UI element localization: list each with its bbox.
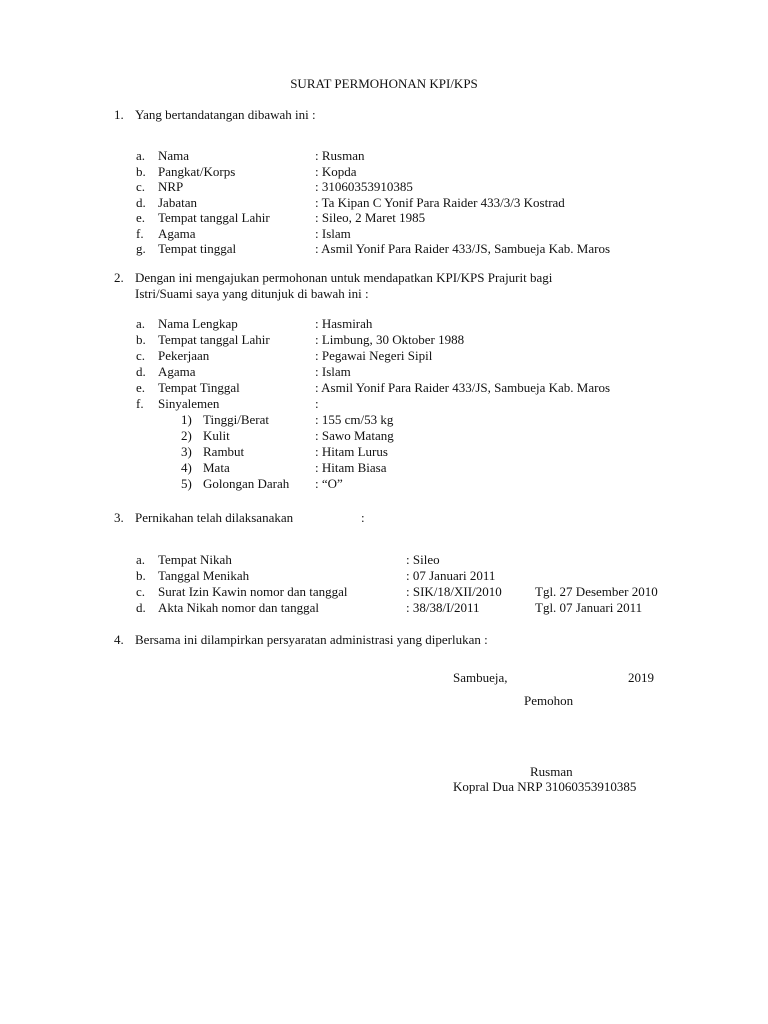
item-value: : <box>315 396 319 411</box>
item-value: : 07 Januari 2011 <box>406 568 496 583</box>
signer-name: Rusman <box>530 764 573 779</box>
item-label: Agama <box>158 364 196 379</box>
item-label: Pangkat/Korps <box>158 163 236 179</box>
item-date: Tgl. 27 Desember 2010 <box>535 584 658 599</box>
item-letter: a. <box>136 316 146 331</box>
item-letter: a. <box>136 552 146 567</box>
sub-item-value: : “O” <box>315 476 343 491</box>
sub-item-number: 1) <box>181 412 192 427</box>
section-number: 4. <box>114 632 124 647</box>
section-heading-cont: Istri/Suami saya yang ditunjuk di bawah ini : <box>135 286 369 301</box>
closing-year: 2019 <box>628 670 654 685</box>
sub-item-label: Tinggi/Berat <box>203 412 269 427</box>
item-label: Tempat tinggal <box>158 241 237 256</box>
item-letter: f. <box>136 225 144 241</box>
item-value: : Asmil Yonif Para Raider 433/JS, Sambueja Kab. Maros <box>315 380 611 395</box>
sub-item-number: 3) <box>181 444 192 459</box>
sub-item-number: 5) <box>181 476 192 491</box>
item-letter: a. <box>136 148 146 163</box>
item-value: : Islam <box>315 364 351 379</box>
item-label: Tanggal Menikah <box>158 568 250 583</box>
sub-item-label: Kulit <box>203 428 230 443</box>
item-label: Pekerjaan <box>158 348 210 363</box>
section-number: 1. <box>114 107 124 122</box>
item-value: : Islam <box>315 225 351 241</box>
item-letter: b. <box>136 568 146 583</box>
item-value: : 38/38/I/2011 <box>406 600 480 615</box>
sub-item-label: Golongan Darah <box>203 476 290 491</box>
item-letter: c. <box>136 179 146 194</box>
item-label: Nama Lengkap <box>158 316 238 331</box>
item-letter: d. <box>136 194 146 210</box>
item-letter: d. <box>136 600 146 615</box>
item-value: : Sileo, 2 Maret 1985 <box>315 210 426 225</box>
item-letter: e. <box>136 210 146 225</box>
sub-item-value: : Hitam Lurus <box>315 444 388 459</box>
item-label: Tempat Nikah <box>158 552 232 567</box>
item-value: : Ta Kipan C Yonif Para Raider 433/3/3 Kostrad <box>315 194 565 210</box>
section-number: 2. <box>114 270 124 285</box>
item-letter: c. <box>136 584 146 599</box>
sub-item-value: : Sawo Matang <box>315 428 394 443</box>
page-title: SURAT PERMOHONAN KPI/KPS <box>290 76 478 91</box>
signer-rank-nrp: Kopral Dua NRP 31060353910385 <box>453 779 637 794</box>
item-letter: c. <box>136 348 146 363</box>
item-letter: g. <box>136 241 146 256</box>
section-heading: Yang bertandatangan dibawah ini : <box>135 107 316 122</box>
item-label: NRP <box>158 179 184 194</box>
section-heading: Dengan ini mengajukan permohonan untuk mendapatkan KPI/KPS Prajurit bagi <box>135 270 553 285</box>
item-label: Nama <box>158 148 190 163</box>
closing-place: Sambueja, <box>453 670 508 685</box>
closing-role: Pemohon <box>524 693 574 708</box>
item-label: Jabatan <box>158 194 197 210</box>
item-value: : Rusman <box>315 148 365 163</box>
item-label: Tempat tanggal Lahir <box>158 332 270 347</box>
item-label: Tempat Tinggal <box>158 380 240 395</box>
sub-item-number: 2) <box>181 428 192 443</box>
sub-item-label: Rambut <box>203 444 245 459</box>
item-label: Sinyalemen <box>158 396 220 411</box>
section-heading: Pernikahan telah dilaksanakan <box>135 510 294 525</box>
item-label: Tempat tanggal Lahir <box>158 210 270 225</box>
item-date: Tgl. 07 Januari 2011 <box>535 600 643 615</box>
item-letter: e. <box>136 380 146 395</box>
item-label: Akta Nikah nomor dan tanggal <box>158 600 320 615</box>
section-heading: Bersama ini dilampirkan persyaratan administrasi yang diperlukan : <box>135 632 488 647</box>
item-letter: b. <box>136 332 146 347</box>
section-number: 3. <box>114 510 124 525</box>
item-value: : Limbung, 30 Oktober 1988 <box>315 332 465 347</box>
item-value: : 31060353910385 <box>315 179 413 194</box>
sub-item-value: : Hitam Biasa <box>315 460 387 475</box>
item-value: : Kopda <box>315 163 357 179</box>
sub-item-value: : 155 cm/53 kg <box>315 412 394 427</box>
item-letter: b. <box>136 163 146 179</box>
sub-item-label: Mata <box>203 460 230 475</box>
item-value: : Sileo <box>406 552 440 567</box>
item-value: : SIK/18/XII/2010 <box>406 584 502 599</box>
item-label: Surat Izin Kawin nomor dan tanggal <box>158 584 348 599</box>
item-letter: f. <box>136 396 144 411</box>
item-value: : Pegawai Negeri Sipil <box>315 348 433 363</box>
item-value: : Asmil Yonif Para Raider 433/JS, Sambueja Kab. Maros <box>315 241 611 256</box>
sub-item-number: 4) <box>181 460 192 475</box>
item-value: : Hasmirah <box>315 316 373 331</box>
item-letter: d. <box>136 364 146 379</box>
item-label: Agama <box>158 225 196 241</box>
section-heading-colon: : <box>361 510 365 525</box>
